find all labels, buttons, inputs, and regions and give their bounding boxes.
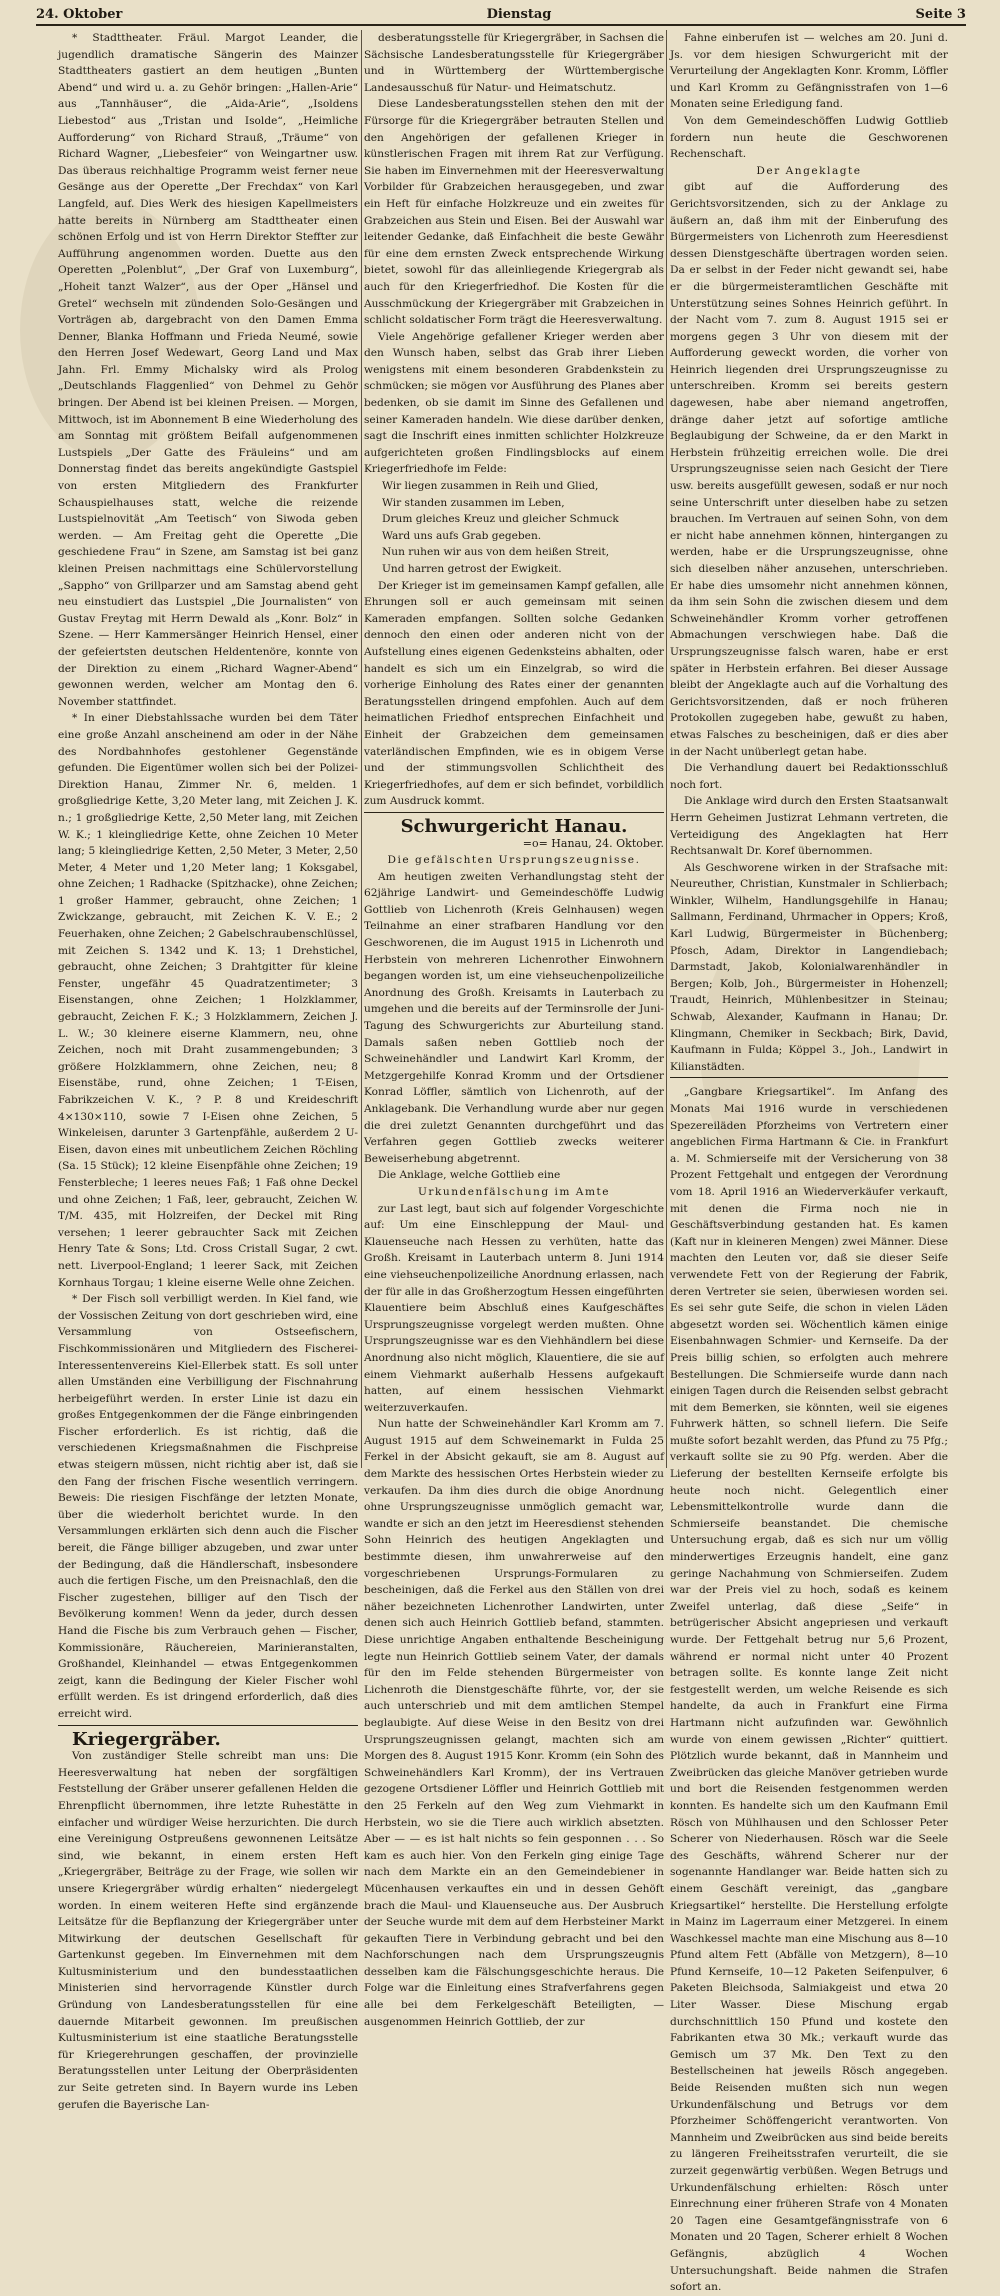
poem-line: Drum gleiches Kreuz und gleicher Schmuck <box>382 513 619 526</box>
subtitle-angeklagte: Der Angeklagte <box>756 164 862 177</box>
article-schwurgericht-part4: Nun hatte der Schweinehändler Karl Kromm am 7. August 1915 auf dem Schweinemarkt in Fulda 25 Ferkel in der Absicht gekauft, sie am 8. August auf dem Markte des hessischen Ortes Herbstein wieder zu verkaufen. Da ihm dies durch die obige Anordnung ohne Ursprungszeugnisse unmöglich gemacht war, wandte er sich an den jetzt im Heeresdienst stehenden Sohn Heinrich des heutigen Angeklagten und bestimmte diesen, ihm unwahrerweise auf den vorgeschriebenen Ursprungs-Formularen zu bescheinigen, daß die Ferkel aus den Ställen von drei näher bezeichneten Lichenrother Landwirten, unter denen sich auch Heinrich Gottlieb befand, stammten. Diese unrichtige Angaben enthaltende Bescheinigung legte nun Heinrich Gottlieb seinem Vater, der damals für den im Felde stehenden Bürgermeister von Lichenroth die Dienstgeschäfte führte, vor, der sie auch unterschrieb und mit dem amtlichen Stempel beglaubigte. Auf diese Weise in den Besitz von drei Ursprungszeugnissen gelangt, machten sich am Morgen des 8. August 1915 Konr. Kromm (ein Sohn des Schweinehändlers Karl Kromm), der ins Vertrauen gezogene Ortsdiener Löffler und Heinrich Gottlieb mit den 25 Ferkeln auf den Weg zum Viehmarkt in Herbstein, wo sie die Tiere auch wirklich absetzten. Aber — — es ist halt nichts so fein gesponnen . . . So kam es auch hier. Von den Ferkeln ging einige Tage nach dem Markte ein an den Gemeindebiener in Mücenhausen verkauftes ein und in dessen Gehöft brach die Maul- und Klauenseuche aus. Der Ausbruch der Seuche wurde mit dem auf dem Herbsteiner Markt gekauften Tiere in Verbindung gebracht und bei den Nachforschungen nach dem Ursprungszeugnis desselben kam die Fälschungsgeschichte heraus. Die Folge war die Einleitung eines Strafverfahrens gegen alle bei dem Ferkelgeschäft Beteiligten, — ausgenommen Heinrich Gottlieb, der zur <box>364 1418 664 2028</box>
poem-line: Wir standen zusammen im Leben, <box>382 496 565 509</box>
article-kriegergraeber-part5: Der Krieger ist im gemeinsamen Kampf gefallen, alle Ehrungen soll er auch gemeinsam mit seinen Kameraden empfangen. Sollten solche Gedanken dennoch den einen oder anderen nicht von der Aufstellung eines eigenen Gedenksteins abhalten, oder handelt es sich um ein Einzelgrab, so wird die vorherige Einholung des Rates einer der genannten Beratungsstellen dringend empfohlen. Auch auf dem heimatlichen Friedhof entsprechen Einfachheit und Einheit der Grabzeichen dem gemeinsamen vaterländischen Empfinden, wie es in obigem Verse und der stimmungsvollen Schlichtheit des Kriegerfriedhofes, auf dem er sich befindet, vorbildlich zum Ausdruck kommt. <box>364 579 664 808</box>
article-schwurgericht-part3: zur Last legt, baut sich auf folgender Vorgeschichte auf: Um eine Einschleppung der Maul- und Klauenseuche nach Hessen zu verhüten, hatte das Großh. Kreisamt in Lauterbach unterm 8. Juni 1914 eine viehseuchenpolizeiliche Anordnung erlassen, nach der für alle in das Großherzogtum Hessen eingeführten Klauentiere beim Abschluß eines Kaufgeschäftes Ursprungszeugnisse vorgelegt werden mußten. Ohne Ursprungszeugnisse war es den Viehhändlern bei diese Anordnung also nicht möglich, Klauentiere, die sie auf einem Viehmarkt außerhalb Hessens aufgekauft hatten, auf einem hessischen Viehmarkt weiterzuverkaufen. <box>364 1202 664 1414</box>
subtitle-ursprungszeugnisse: Die gefälschten Ursprungszeugnisse. <box>387 854 641 867</box>
article-kriegsartikel: „Gangbare Kriegsartikel“. Im Anfang des Monats Mai 1916 wurde in verschiedenen Spezereiläden Pforzheims von Vertretern einer angeblichen Firma Hartmann & Cie. in Frankfurt a. M. Schmierseife mit der Versicherung von 38 Prozent Fettgehalt und entgegen der Verordnung vom 18. April 1916 an Wiederverkäufer verkauft, mit denen die Firma noch nie in Geschäftsverbindung gestanden hat. Es kamen (Kaft nur in kleineren Mengen) zwei Männer. Diese machten den Leuten vor, daß sie dieser Seife verwendete Fett von der Regierung der Fabrik, deren Vertreter sie seien, überwiesen worden sei. Es sei sehr gute Seife, die schon in vielen Läden abgesetzt worden sei. Wöchentlich kämen einige Eisenbahnwagen Schmier- und Kernseife. Da der Preis billig schien, so erfolgten auch mehrere Bestellungen. Die Schmierseife wurde dann nach einigen Tagen durch die Reisenden selbst gebracht mit dem Bemerken, sie könnten, weil sie eigenes Fuhrwerk hätten, so schnell liefern. Die Seife mußte sofort bezahlt werden, das Pfund zu 75 Pfg.; verkauft sollte sie zu 90 Pfg. werden. Aber die Lieferung der bestellten Kernseife erfolgte bis heute noch nicht. Gelegentlich einer Lebensmittelkontrolle wurde dann die Schmierseife beanstandet. Die chemische Untersuchung ergab, daß es sich nur um völlig minderwertiges Erzeugnis handelt, eine ganz geringe Nachahmung von Schmierseifen. Zudem war der Preis viel zu hoch, sodaß es keinem Zweifel unterlag, daß diese „Seife“ in betrügerischer Absicht angepriesen und verkauft wurde. Der Fettgehalt betrug nur 5,6 Prozent, während er normal nicht unter 40 Prozent betragen sollte. Es konnte lange Zeit nicht festgestellt werden, um welche Reisende es sich handelte, da auch in Frankfurt eine Firma Hartmann nicht aufzufinden war. Gewöhnlich wurde von einem gewissen „Richter“ quittiert. Plötzlich wurde bekannt, daß in Mannheim und Zweibrücken das gleiche Manöver getrieben wurde und bort die Reisenden festgenommen werden konnten. Es handelte sich um den Kaufmann Emil Rösch von Mühlhausen und den Schlosser Peter Scherer von Niederhausen. Rösch war die Seele des Geschäfts, während Scherer nur der sogenannte Handlanger war. Beide hatten sich zu einem Geschäft vereinigt, das „gangbare Kriegsartikel“ herstellte. Die Herstellung erfolgte in Mainz im Lagerraum einer Metzgerei. In einem Waschkessel machte man eine Mischung aus 8—10 Pfund altem Fett (Abfälle von Metzgern), 8—10 Pfund Kernseife, 10—12 Paketen Seifenpulver, 6 Paketen Bleichsoda, Salmiakgeist und etwa 20 Liter Wasser. Diese Mischung ergab durchschnittlich 150 Pfund und kostete den Fabrikanten etwa 30 Mk.; verkauft wurde das Gemisch um 37 Mk. Den Text zu den Bestellscheinen hat jeweils Rösch angegeben. Beide Reisenden mußten sich nun wegen Urkundenfälschung und Betrugs vor dem Pforzheimer Schöffengericht verantworten. Von Mannheim und Zweibrücken aus sind beide bereits zu längeren Freiheitsstrafen verurteilt, die sie zurzeit gegenwärtig verbüßen. Wegen Betrugs und Urkundenfälschung erhielten: Rösch unter Einrechnung einer früheren Strafe von 4 Monaten 20 Tagen eine Gesamtgefängnisstrafe von 6 Monaten und 20 Tagen, Scherer erhielt 8 Wochen Gefängnis, abzüglich 4 Wochen Untersuchungshaft. Beide nahmen die Strafen sofort an. <box>670 1086 949 2294</box>
article-diebstahlssache: * In einer Diebstahlssache wurden bei dem Täter eine große Anzahl anscheinend am oder in der Nähe des Nordbahnhofes gestohlener Gegenstände gefunden. Die Eigentümer wollen sich bei der Polizei-Direktion Hanau, Zimmer Nr. 6, melden. 1 großgliedrige Kette, 3,20 Meter lang, mit Zeichen J. K. n.; 1 großgliedrige Kette, 2,50 Meter lang, mit Zeichen W. K.; 1 kleingliedrige Kette, ohne Zeichen 10 Meter lang; 5 kleingliedrige Ketten, 2,50 Meter, 3 Meter, 2,50 Meter, 4 Meter und 1,20 Meter lang; 1 Koksgabel, ohne Zeichen; 1 Radhacke (Spitzhacke), ohne Zeichen; 1 großer Hammer, gebraucht, ohne Zeichen; 1 Zwickzange, gebraucht, mit Zeichen K. V. E.; 2 Feuerhaken, ohne Zeichen; 2 Gabelschraubenschlüssel, mit Zeichen S. 1342 und K. 13; 1 Drehstichel, gebraucht, ohne Zeichen; 3 Drahtgitter für kleine Fenster, ungefähr 45 Quadratzentimeter; 3 Eisenstangen, ohne Zeichen; 1 Holzklammer, gebraucht, Zeichen F. K.; 3 Holzklammern, Zeichen J. L. W.; 30 kleinere eiserne Klammern, neu, ohne Zeichen, noch mit Draht zusammengebunden; 3 größere Holzklammern, ohne Zeichen, neu; 8 Eisenstäbe, rund, ohne Zeichen; 1 T-Eisen, Fabrikzeichen V. K., ? P. 8 und Kreideschrift 4×130×110, sowie 7 I-Eisen ohne Zeichen, 5 Winkeleisen, darunter 3 Gartenpfähle, außerdem 2 U-Eisen, davon eines mit unbeutlichem Zeichen Röchling (Sa. 15 Stück); 12 kleine Eisenpfähle ohne Zeichen; 19 Fensterbleche; 1 leeres neues Faß; 1 Faß ohne Deckel und ohne Zeichen; 1 Faß, leer, gebraucht, Zeichen W. T/M. 435, mit Holzreifen, der Deckel mit Ring versehen; 1 leerer gebrauchter Sack mit Zeichen Henry Tate & Sons; Ltd. Cross Cristall Sugar, 2 cwt. nett. Liverpool-England; 1 leerer Sack, mit Zeichen Kornhaus Torgau; 1 kleine eiserne Welle ohne Zeichen. <box>58 712 358 1289</box>
article-schwurgericht-part1: Am heutigen zweiten Verhandlungstag steht der 62jährige Landwirt- und Gemeindeschöffe Ludwig Gottlieb von Lichenroth (Kreis Gelnhausen) wegen Teilnahme an einer strafbaren Handlung vor den Geschworenen, die im August 1915 in Lichenroth und Herbstein von mehreren Lichenrother Einwohnern begangen worden ist, um eine viehseuchenpolizeiliche Anordnung des Großh. Kreisamts in Lauterbach zu umgehen und die bereits auf der Terminsrolle der Juni-Tagung des Schwurgerichts zur Aburteilung stand. Damals saßen neben Gottlieb noch der Schweinehändler und Landwirt Karl Kromm, der Metzgergehilfe Konrad Kromm und der Ortsdiener Konrad Löffler, sämtlich von Lichenroth, auf der Anklagebank. Die Verhandlung wurde aber nur gegen die drei zuletzt Genannten durchgeführt und das Verfahren gegen Gottlieb zwecks weiterer Beweiserhebung abgetrennt. <box>364 870 664 1165</box>
section-rule <box>670 1077 948 1078</box>
article-schwurgericht-part2: Die Anklage, welche Gottlieb eine <box>378 1169 561 1182</box>
article-kriegergraeber-part2: desberatungsstelle für Kriegergräber, in Sachsen die Sächsische Landesberatungsstelle für Kriegergräber und in Württemberg der Württembergische Landesausschuß für Natur- und Heimatschutz. <box>364 32 664 94</box>
section-title-kriegergraeber: Kriegergräber. <box>72 1728 221 1750</box>
poem-line: Nun ruhen wir aus von dem heißen Streit, <box>382 546 610 559</box>
subtitle-urkundenfaelschung: Urkundenfälschung im Amte <box>417 1185 611 1198</box>
columns <box>0 30 1000 2294</box>
article-kriegergraeber-part4: Viele Angehörige gefallener Krieger werden aber den Wunsch haben, selbst das Grab ihrer Lieben wenigstens mit einem besonderen Grabdenkstein zu schmücken; sie mögen vor Ausführung des Planes aber bedenken, ob sie damit im Sinne des Gefallenen und seiner Kameraden handeln. Wie diese darüber denken, sagt die Inschrift eines inmitten schlichter Holzkreuze aufgerichteten großen Findlingsblocks auf einem Kriegerfriedhofe im Felde: <box>364 330 664 476</box>
article-fisch: * Der Fisch soll verbilligt werden. In Kiel fand, wie der Vossischen Zeitung von dort geschrieben wird, eine Versammlung von Ostseefischern, Fischkommissionären und Mitgliedern des Fischerei-Interessentenvereins Kiel-Ellerbek statt. Es soll unter allen Umständen eine Verbilligung der Fischnahrung herbeigeführt werden. In erster Linie ist dazu ein großes Entgegenkommen der die Fänge einbringenden Fischer erforderlich. Es ist richtig, daß die verschiedenen Kriegsmaßnahmen die Fischpreise etwas steigern müssen, nicht richtig aber ist, daß sie den Fang der frischen Fische wesentlich verringern. Beweis: Die riesigen Fischfänge der letzten Monate, über die wiederholt berichtet wurde. In den Versammlungen erklärten sich denn auch die Fischer bereit, die Fänge billiger abzugeben, und zwar unter der Bedingung, daß die Händlerschaft, insbesondere auch die fertigen Fische, um den Preisnachlaß, den die Fischer zugestehen, billiger auf den Tisch der Bevölkerung kommen! Wenn da jeder, durch dessen Hand die Fische bis zum Verbrauch gehen — Fischer, Kommissionäre, Räuchereien, Marinieranstalten, Großhandel, Kleinhandel — etwas Entgegenkommen zeigt, kann die Bedingung der Kieler Fischer wohl erfüllt werden. Es ist dringend erforderlich, daß dies erreicht wird. <box>58 1293 358 1720</box>
article-schwurgericht-part8: Die Verhandlung dauert bei Redaktionsschluß noch fort. <box>670 762 948 791</box>
article-schwurgericht-part7: gibt auf die Aufforderung des Gerichtsvorsitzenden, sich zu der Anklage zu äußern an, daß ihm mit der Einberufung des Bürgermeisters von Lichenroth zum Heeresdienst dessen Dienstgeschäfte übertragen worden seien. Da er selbst in der Feder nicht gewandt sei, habe er die bürgermeisteramtlichen Geschäfte mit Unterstützung seines Sohnes Heinrich geführt. In der Nacht vom 7. zum 8. August 1915 sei er morgens gegen 3 Uhr von diesem mit der Aufforderung geweckt worden, die vorher von Heinrich liegenden drei Ursprungszeugnisse zu unterschreiben. Kromm sei bereits gestern dagewesen, habe aber niemand angetroffen, dränge daher jetzt auf sofortige amtliche Beglaubigung der Schweine, da er den Markt in Herbstein frühzeitig erreichen wolle. Die drei Ursprungszeugnisse seien nach Gesicht der Tiere usw. bereits ausgefüllt gewesen, sodaß er nur noch seine Unterschrift unter dieselben habe zu setzen brauchen. Im Vertrauen auf seinen Sohn, von dem er nicht habe annehmen können, hintergangen zu werden, habe er die Ursprungszeugnisse, ohne sich dieselben näher anzusehen, unterschrieben. Er habe dies umsomehr nicht annehmen können, da ihm sein Sohn die zwischen diesem und dem Schweinehändler Kromm vorher getroffenen Abmachungen verschwiegen habe. Daß die Ursprungszeugnisse falsch waren, habe er erst später in Herbstein erfahren. Bei dieser Aussage bleibt der Angeklagte auch auf die Vorhaltung des Gerichtsvorsitzenden, daß er noch früheren Protokollen zugegeben habe, gewußt zu haben, etwas Falsches zu bescheinigen, daß er dies aber in der Nacht unüberlegt getan habe. <box>670 181 948 758</box>
poem-line: Wir liegen zusammen in Reih und Glied, <box>382 480 599 493</box>
header-page-number: Seite 3 <box>915 6 966 22</box>
article-kriegergraeber-part1: Von zuständiger Stelle schreibt man uns: Die Heeresverwaltung hat neben der sorgfältigen Feststellung der Gräber unserer gefallenen Helden die Ehrenpflicht übernommen, ihre letzte Ruhestätte in einfacher und würdiger Weise herzurichten. Die durch eine Vereinigung Ostpreußens gewonnenen Leitsätze sind, wie bekannt, in einem ersten Heft „Kriegergräber, Beiträge zu der Frage, wie sollen wir unsere Kriegergräber würdig erhalten“ niedergelegt worden. In einem weiteren Hefte sind ergänzende Leitsätze für die Bepflanzung der Kriegergräber unter Mitwirkung der deutschen Gesellschaft für Gartenkunst gegeben. Im Einvernehmen mit dem Kultusministerium und den bundesstaatlichen Ministerien sind hervorragende Künstler durch Gründung von Landesberatungsstellen für eine dauernde Mitarbeit gewonnen. Im preußischen Kultusministerium ist eine staatliche Beratungsstelle für Kriegerehrungen geschaffen, der provinzielle Beratungsstellen unter Leitung der Oberpräsidenten zur Seite getreten sind. In Bayern wurde ins Leben gerufen die Bayerische Lan- <box>58 1750 358 2111</box>
article-schwurgericht-part5: Fahne einberufen ist — welches am 20. Juni d. Js. vor dem hiesigen Schwurgericht mit der Verurteilung der Angeklagten Konr. Kromm, Löffler und Karl Kromm zu Gefängnisstrafen von 1—6 Monaten seine Erledigung fand. <box>670 32 948 111</box>
section-rule <box>58 1725 358 1726</box>
section-rule <box>364 812 664 813</box>
page-header <box>36 4 966 26</box>
article-stadttheater: * Stadttheater. Fräul. Margot Leander, die jugendlich dramatische Sängerin des Mainzer Stadttheaters gastiert an dem heutigen „Bunten Abend“ und wird u. a. zu Gehör bringen: „Hallen-Arie“ aus „Tannhäuser“, die „Aida-Arie“, „Isoldens Liebestod“ aus „Tristan und Isolde“, „Heimliche Aufforderung“ von Richard Strauß, „Träume“ von Richard Wagner, „Liebesfeier“ von Weingartner usw. Das überaus reichhaltige Programm weist ferner neue Gesänge aus der Operette „Der Frechdax“ von Karl Langfeld, auf. Dies Werk des hiesigen Kapellmeisters hatte bereits in Nürnberg am Stadttheater einen schönen Erfolg und ist von Herrn Direktor Steffter zur Aufführung angenommen worden. Duette aus den Operetten „Polenblut“, „Der Graf von Luxemburg“, „Hoheit tanzt Walzer“, aus der Oper „Hänsel und Gretel“ wechseln mit zündenden Solo-Gesängen und Vorträgen ab, dargebracht von den Damen Emma Denner, Blanka Hoffmann und Frieda Neumé, sowie den Herren Josef Wedewart, Georg Land und Max Jahn. Frl. Emmy Michalsky wird als Prolog „Deutschlands Flaggenlied“ von Dehmel zu Gehör bringen. Der Abend ist bei kleinen Preisen. — Morgen, Mittwoch, ist im Abonnement B eine Wiederholung des am Sonntag mit größtem Beifall aufgenommenen Lustspiels „Der Gatte des Fräuleins“ und am Donnerstag findet das bereits angekündigte Gastspiel von ersten Mitgliedern des Frankfurter Schauspielhauses statt, welche die reizende Lustspielnovität „Am Teetisch“ von Siwoda geben werden. — Am Freitag geht die Operette „Die geschiedene Frau“ in Szene, am Samstag ist bei ganz kleinen Preisen nachmittags eine Schülervorstellung „Sappho“ von Grillparzer und am Samstag abend geht neu einstudiert das Lustspiel „Die Journalisten“ von Gustav Freytag mit Herrn Dewald als „Konr. Bolz“ in Szene. — Herr Kammersänger Heinrich Hensel, einer der gefeiertsten deutschen Heldentenöre, konnte von der Direktion zu einem „Richard Wagner-Abend“ gewonnen werden, welcher am Montag den 6. November stattfindet. <box>58 32 358 708</box>
article-kriegergraeber-part3: Diese Landesberatungsstellen stehen den mit der Fürsorge für die Kriegergräber betrauten Stellen und den Angehörigen der gefallenen Krieger in künstlerischen Fragen mit ihrem Rat zur Verfügung. Sie haben im Einvernehmen mit der Heeresverwaltung Vorbilder für Grabzeichen herausgegeben, und zwar ein Heft für einfache Holzkreuze und ein zweites für Grabzeichen aus Stein und Eisen. Bei der Auswahl war leitender Gedanke, daß Einfachheit die beste Gewähr für eine dem ernsten Zweck entsprechende Wirkung bietet, sowohl für das alleinliegende Kriegergrab als auch für den Kriegerfriedhof. Die Kosten für die Ausschmückung der Kriegergräber mit Grabzeichen in schlicht soldatischer Form trägt die Heeresverwaltung. <box>364 98 664 327</box>
dateline: =o= Hanau, 24. Oktober. <box>522 836 664 850</box>
poem-line: Ward uns aufs Grab gegeben. <box>382 529 542 542</box>
section-title-schwurgericht: Schwurgericht Hanau. <box>400 815 628 837</box>
article-schwurgericht-part9: Die Anklage wird durch den Ersten Staatsanwalt Herrn Geheimen Justizrat Lehmann vertreten, die Verteidigung des Angeklagten hat Herr Rechtsanwalt Dr. Koref übernommen. <box>670 795 948 858</box>
poem-line: Und harren getrost der Ewigkeit. <box>382 563 562 575</box>
column-3 <box>670 30 949 2294</box>
column-2 <box>364 30 664 2028</box>
article-geschworene: Als Geschworene wirken in der Strafsache mit: Neureuther, Christian, Kunstmaler in Schlierbach; Winkler, Wilhelm, Handlungsgehilfe in Hanau; Sallmann, Ferdinand, Uhrmacher in Oppers; Kroß, Karl Ludwig, Bürgermeister in Büchenberg; Pfosch, Adam, Direktor in Langendiebach; Darmstadt, Jakob, Kolonialwarenhändler in Bergen; Kolb, Joh., Bürgermeister in Hohenzell; Traudt, Heinrich, Mühlenbesitzer in Steinau; Schwab, Alexander, Kaufmann in Hanau; Dr. Klingmann, Chemiker in Seckbach; Birk, David, Kaufmann in Fulda; Köppel 3., Joh., Landwirt in Kilianstädten. <box>670 861 948 1073</box>
header-date: 24. Oktober <box>36 6 123 22</box>
header-weekday: Dienstag <box>486 6 552 22</box>
article-schwurgericht-part6: Von dem Gemeindeschöffen Ludwig Gottlieb fordern nun heute die Geschworenen Rechenschaft. <box>670 114 948 161</box>
column-1 <box>58 30 358 2111</box>
